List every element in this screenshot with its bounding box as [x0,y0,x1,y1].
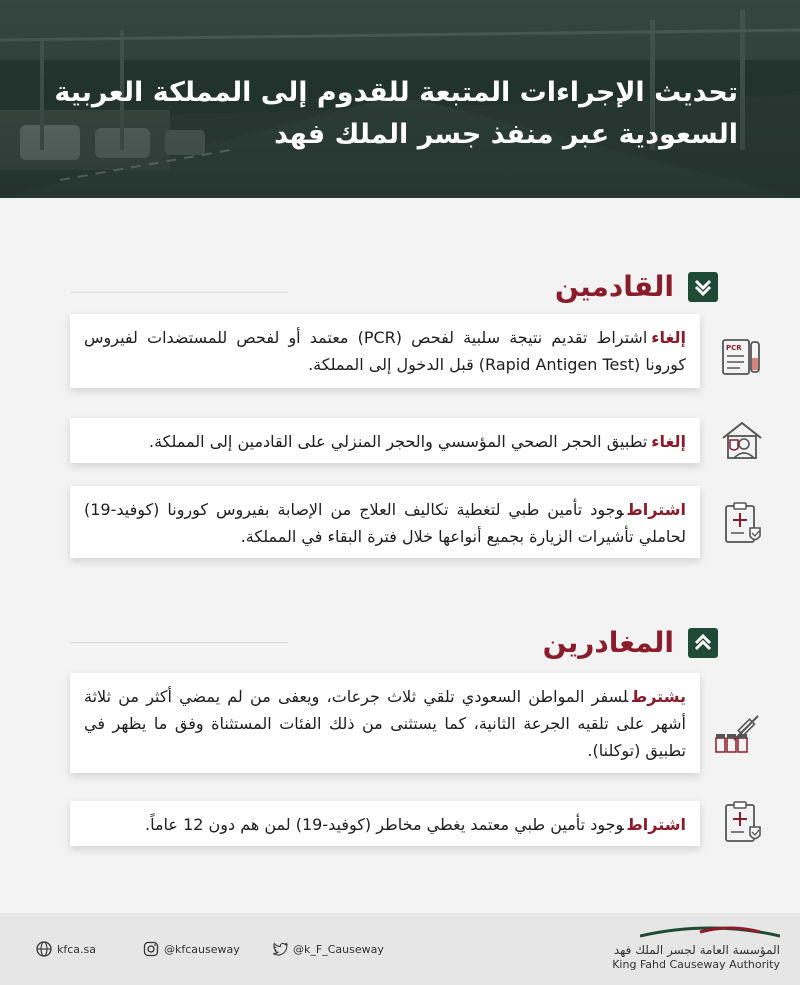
chevron-down-icon [688,272,718,302]
twitter-link[interactable] [272,941,384,957]
departures-item-1 [70,673,700,773]
departures-item-2 [70,801,700,846]
org-name-english: King Fahd Causeway Authority [612,958,780,971]
arrivals-item-3-keyword: اشتراط [627,500,686,519]
instagram-handle: @kfcauseway [164,942,240,956]
chevron-up-icon [688,628,718,658]
medical-insurance-icon [720,502,764,546]
twitter-handle: @k_F_Causeway [293,942,384,956]
arrivals-item-1-text: اشتراط تقديم نتيجة سلبية لفحص (PCR) معتمد أو لفحص للمستضدات لفيروس كورونا (Rapid Antigen Test) قبل الدخول إلى المملكة. [84,328,686,374]
website-link[interactable] [36,941,96,957]
departures-item-2-keyword: اشتراط [627,815,686,834]
departures-title: المغادرين [542,626,674,659]
departures-divider [70,642,288,643]
kfca-logo [612,923,780,972]
arrivals-item-1 [70,314,700,388]
arrivals-item-2-keyword: إلغاء [651,432,686,451]
main-content [0,198,800,913]
departures-item-2-text: وجود تأمين طبي معتمد يغطي مخاطر (كوفيد-19) لمن هم دون 12 عاماً. [145,815,624,834]
arrivals-item-2-text: تطبيق الحجر الصحي المؤسسي والحجر المنزلي على القادمين إلى المملكة. [149,432,648,451]
arrivals-title: القادمين [554,270,674,303]
footer [0,913,800,985]
page-title: تحديث الإجراءات المتبعة للقدوم إلى المملكة العربية السعودية عبر منفذ جسر الملك فهد [54,77,738,150]
instagram-link[interactable] [143,941,240,957]
arrivals-item-3 [70,486,700,558]
arrivals-item-2 [70,418,700,463]
departures-header [543,626,718,660]
arrivals-item-3-text: وجود تأمين طبي لتغطية تكاليف العلاج من الإصابة بفيروس كورونا (كوفيد-19) لحاملي تأشيرات الزيارة بجميع أنواعها خلال فترة البقاء في المملكة. [84,500,686,546]
vaccine-icon [714,710,764,754]
org-name-arabic: المؤسسة العامة لجسر الملك فهد [613,943,780,957]
website-text: kfca.sa [57,942,96,956]
home-quarantine-icon [720,418,764,462]
globe-icon [36,941,52,957]
instagram-icon [143,941,159,957]
arrivals-header [555,270,718,304]
svg-text:PCR: PCR [726,344,742,352]
twitter-icon [272,941,288,957]
arrivals-item-1-keyword: إلغاء [651,328,686,347]
arrivals-divider [70,292,288,293]
pcr-test-icon [720,336,764,380]
medical-insurance-icon [720,801,764,845]
hero-banner [0,0,800,198]
departures-item-1-keyword: يشترط [632,687,686,706]
departures-item-1-text: لسفر المواطن السعودي تلقي ثلاث جرعات، ويعفى من لم يمضي أكثر من ثلاثة أشهر على تلقيه الجرعة الثانية، كما يستثنى من ذلك الفئات المستثناة وفق ما يظهر في تطبيق (توكلنا). [84,687,686,760]
causeway-logo-mark [640,924,780,938]
